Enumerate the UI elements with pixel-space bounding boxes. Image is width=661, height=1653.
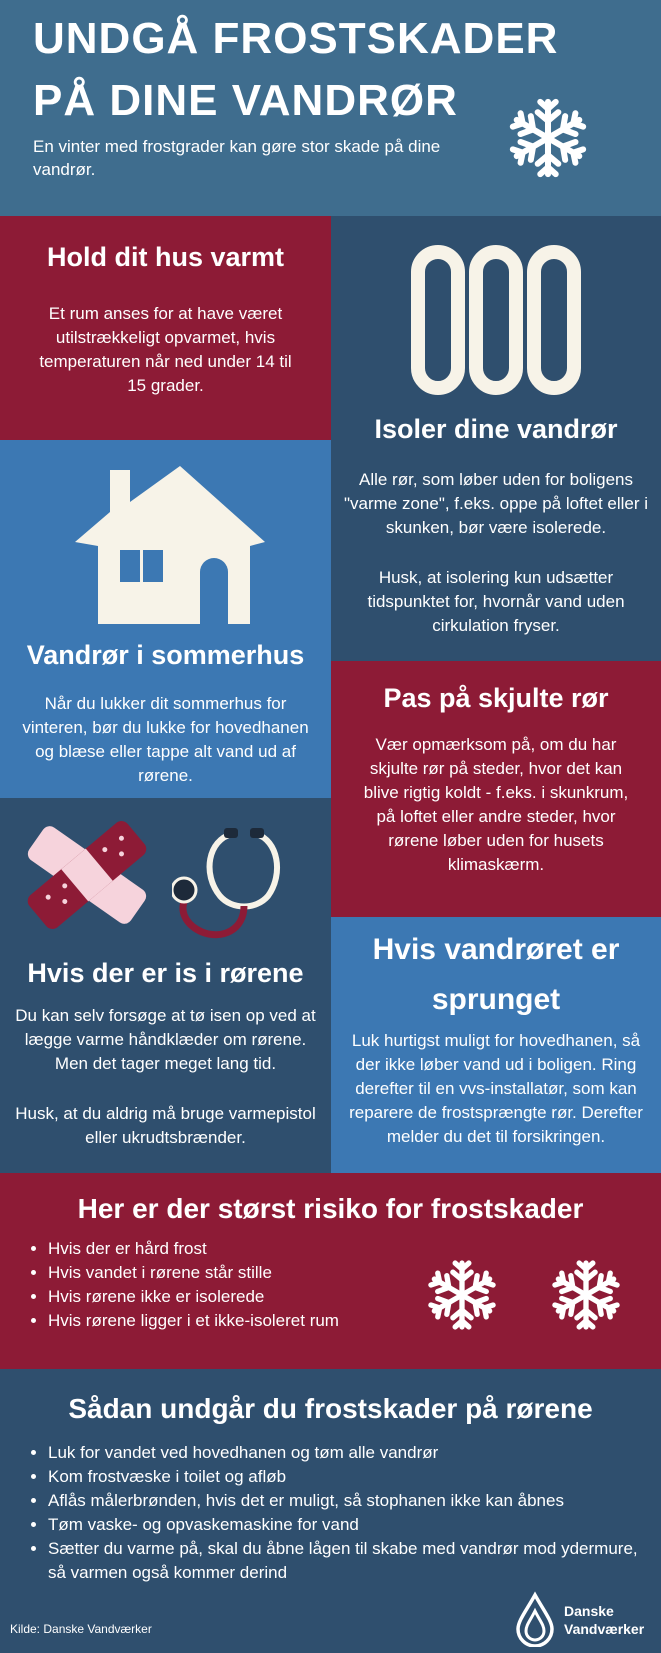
warm-text: Et rum anses for at have været utilstrækkeligt opvarmet, hvis temperaturen når ned under 14 til 15 grader. bbox=[39, 304, 292, 395]
burst-title: Hvis vandrøret er sprunget bbox=[372, 933, 620, 1016]
snowflake-icon bbox=[505, 95, 591, 181]
page-title-line2: PÅ DINE VANDRØR bbox=[33, 76, 458, 125]
snowflake-icon bbox=[424, 1257, 500, 1333]
ice-section bbox=[0, 798, 331, 1173]
hidden-title: Pas på skjulte rør bbox=[383, 683, 609, 713]
list-item: • Kom frostvæske i toilet og afløb bbox=[48, 1465, 648, 1489]
hidden-section bbox=[331, 661, 661, 917]
avoid-section bbox=[0, 1369, 661, 1653]
burst-section bbox=[331, 917, 661, 1173]
risk-list bbox=[26, 1237, 428, 1333]
list-item: • Hvis vandet i rørene står stille bbox=[48, 1261, 428, 1285]
header-section bbox=[0, 0, 661, 216]
ice-text-1: Du kan selv forsøge at tø isen op ved at lægge varme håndklæder om rørene. Men det tager meget lang tid. bbox=[15, 1006, 316, 1073]
insulate-text-2: Husk, at isolering kun udsætter tidspunktet for, hvornår vand uden cirkulation fryser. bbox=[367, 568, 625, 635]
pipe-insulation-icon bbox=[408, 244, 584, 396]
logo bbox=[512, 1591, 652, 1647]
page-title-line1: UNDGÅ FROSTSKADER bbox=[33, 14, 559, 63]
warm-title: Hold dit hus varmt bbox=[46, 242, 284, 272]
ice-text-2: Husk, at du aldrig må bruge varmepistol eller ukrudtsbrænder. bbox=[15, 1104, 316, 1147]
snowflake-icon bbox=[548, 1257, 624, 1333]
insulate-section bbox=[331, 216, 661, 661]
hidden-text: Vær opmærksom på, om du har skjulte rør på steder, hvor det kan blive rigtig koldt - f.eks. i skunkrum, på loftet eller andre steder, hvor rørene løber uden for husets klimaskærm. bbox=[363, 735, 629, 874]
list-item: • Aflås målerbrønden, hvis det er muligt, så stophanen ikke kan åbnes bbox=[48, 1489, 648, 1513]
source-text: Kilde: Danske Vandværker bbox=[10, 1622, 152, 1636]
ice-title: Hvis der er is i rørene bbox=[27, 958, 304, 988]
water-drop-icon bbox=[512, 1591, 558, 1647]
list-item: • Hvis rørene ligger i et ikke-isoleret rum bbox=[48, 1309, 428, 1333]
summer-title: Vandrør i sommerhus bbox=[26, 640, 305, 670]
burst-text: Luk hurtigst muligt for hovedhanen, så der ikke løber vand ud i boligen. Ring derefter til en vvs-installatør, som kan reparere de frostsprængte rør. Derefter melder du det til forsikringen. bbox=[349, 1031, 643, 1146]
list-item: • Sætter du varme på, skal du åbne lågen til skabe med vandrør mod ydermure, så varmen også kommer derind bbox=[48, 1537, 648, 1585]
bandage-icon bbox=[24, 816, 150, 934]
warm-section bbox=[0, 216, 331, 440]
risk-section bbox=[0, 1173, 661, 1369]
logo-line2: Vandværker bbox=[564, 1621, 645, 1637]
list-item: • Hvis der er hård frost bbox=[48, 1237, 428, 1261]
avoid-title: Sådan undgår du frostskader på rørene bbox=[68, 1393, 593, 1424]
summer-section bbox=[0, 440, 331, 798]
risk-title: Her er der størst risiko for frostskader bbox=[77, 1193, 584, 1224]
list-item: • Hvis rørene ikke er isolerede bbox=[48, 1285, 428, 1309]
house-icon bbox=[70, 456, 270, 628]
avoid-list bbox=[26, 1441, 648, 1585]
insulate-text-1: Alle rør, som løber uden for boligens "varme zone", f.eks. oppe på loftet eller i skunken, bør være isolerede. bbox=[343, 470, 649, 537]
list-item: • Luk for vandet ved hovedhanen og tøm alle vandrør bbox=[48, 1441, 648, 1465]
stethoscope-icon bbox=[172, 828, 308, 940]
logo-line1: Danske bbox=[564, 1603, 614, 1619]
page-subtitle: En vinter med frostgrader kan gøre stor skade på dine vandrør. bbox=[33, 137, 441, 179]
insulate-title: Isoler dine vandrør bbox=[374, 414, 618, 444]
list-item: • Tøm vaske- og opvaskemaskine for vand bbox=[48, 1513, 648, 1537]
summer-text: Når du lukker dit sommerhus for vinteren, bør du lukke for hovedhanen og blæse eller tappe alt vand ud af rørene. bbox=[22, 694, 309, 785]
